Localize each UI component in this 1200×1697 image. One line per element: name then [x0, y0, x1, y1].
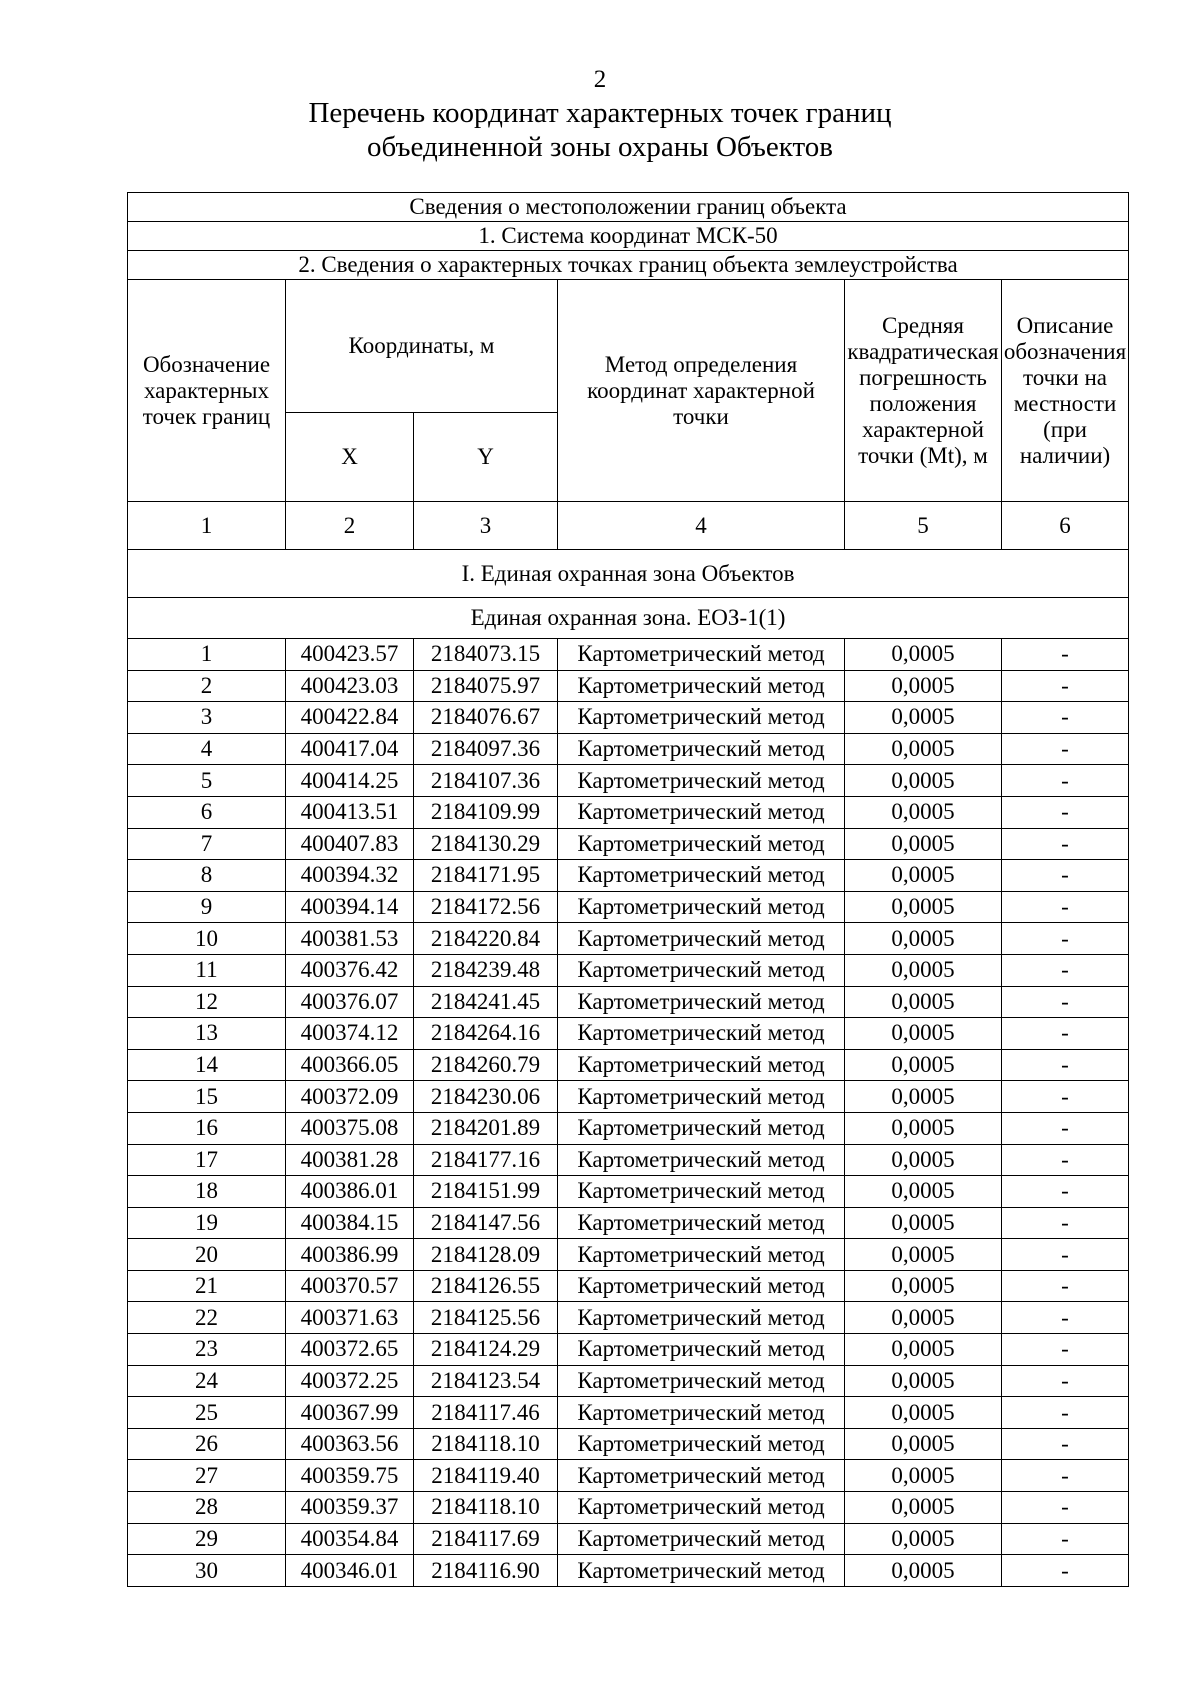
mt-value: 0,0005: [845, 1018, 1002, 1050]
description: -: [1002, 1049, 1129, 1081]
description: -: [1002, 1334, 1129, 1366]
description: -: [1002, 670, 1129, 702]
point-number: 1: [128, 639, 286, 671]
table-row: [128, 986, 1129, 1018]
method: Картометрический метод: [558, 670, 845, 702]
description: -: [1002, 1239, 1129, 1271]
method: Картометрический метод: [558, 954, 845, 986]
mt-value: 0,0005: [845, 1397, 1002, 1429]
coord-x: 400414.25: [286, 765, 414, 797]
description: -: [1002, 1428, 1129, 1460]
description: -: [1002, 1460, 1129, 1492]
coord-x: 400375.08: [286, 1112, 414, 1144]
method: Картометрический метод: [558, 891, 845, 923]
description: -: [1002, 765, 1129, 797]
point-number: 30: [128, 1555, 286, 1587]
coord-y: 2184118.10: [414, 1492, 558, 1524]
coord-x: 400374.12: [286, 1018, 414, 1050]
method: Картометрический метод: [558, 1397, 845, 1429]
table-row: [128, 1302, 1129, 1334]
coord-y: 2184177.16: [414, 1144, 558, 1176]
method: Картометрический метод: [558, 1081, 845, 1113]
point-number: 4: [128, 733, 286, 765]
mt-value: 0,0005: [845, 1176, 1002, 1208]
table-row: [128, 1523, 1129, 1555]
coord-y: 2184128.09: [414, 1239, 558, 1271]
point-number: 6: [128, 796, 286, 828]
description: -: [1002, 1555, 1129, 1587]
point-number: 24: [128, 1365, 286, 1397]
coord-y: 2184220.84: [414, 923, 558, 955]
column-number: 5: [845, 502, 1002, 550]
table-row: [128, 1018, 1129, 1050]
description: -: [1002, 1397, 1129, 1429]
table-row: [128, 1049, 1129, 1081]
table-caption: Сведения о местоположении границ объекта: [128, 193, 1129, 222]
point-number: 14: [128, 1049, 286, 1081]
table-row: [128, 1144, 1129, 1176]
coord-y: 2184097.36: [414, 733, 558, 765]
method: Картометрический метод: [558, 1239, 845, 1271]
point-number: 8: [128, 860, 286, 892]
coord-x: 400372.09: [286, 1081, 414, 1113]
point-number: 12: [128, 986, 286, 1018]
coord-y: 2184126.55: [414, 1270, 558, 1302]
table-row: [128, 1270, 1129, 1302]
mt-value: 0,0005: [845, 1492, 1002, 1524]
method: Картометрический метод: [558, 1049, 845, 1081]
point-number: 5: [128, 765, 286, 797]
method: Картометрический метод: [558, 828, 845, 860]
coord-y: 2184117.46: [414, 1397, 558, 1429]
point-number: 16: [128, 1112, 286, 1144]
method: Картометрический метод: [558, 639, 845, 671]
description: -: [1002, 954, 1129, 986]
table-row: [128, 1112, 1129, 1144]
title-line-2: объединенной зоны охраны Объектов: [367, 131, 833, 163]
header-description: Описание обозначения точки на местности (при наличии): [1002, 280, 1129, 502]
description: -: [1002, 639, 1129, 671]
method: Картометрический метод: [558, 1144, 845, 1176]
coord-y: 2184076.67: [414, 702, 558, 734]
method: Картометрический метод: [558, 1112, 845, 1144]
mt-value: 0,0005: [845, 1365, 1002, 1397]
method: Картометрический метод: [558, 702, 845, 734]
coord-x: 400346.01: [286, 1555, 414, 1587]
description: -: [1002, 1081, 1129, 1113]
header-method: Метод определения координат характерной точки: [558, 280, 845, 502]
coord-y: 2184125.56: [414, 1302, 558, 1334]
coord-y: 2184239.48: [414, 954, 558, 986]
coord-y: 2184075.97: [414, 670, 558, 702]
coord-y: 2184118.10: [414, 1428, 558, 1460]
coord-x: 400359.75: [286, 1460, 414, 1492]
column-number: 6: [1002, 502, 1129, 550]
point-number: 26: [128, 1428, 286, 1460]
coord-x: 400417.04: [286, 733, 414, 765]
table-row: [128, 1207, 1129, 1239]
coord-y: 2184130.29: [414, 828, 558, 860]
coord-x: 400354.84: [286, 1523, 414, 1555]
table-row: [128, 765, 1129, 797]
mt-value: 0,0005: [845, 1239, 1002, 1271]
point-number: 11: [128, 954, 286, 986]
coord-x: 400363.56: [286, 1428, 414, 1460]
description: -: [1002, 1176, 1129, 1208]
coord-x: 400366.05: [286, 1049, 414, 1081]
mt-value: 0,0005: [845, 1207, 1002, 1239]
mt-value: 0,0005: [845, 639, 1002, 671]
mt-value: 0,0005: [845, 828, 1002, 860]
coord-y: 2184147.56: [414, 1207, 558, 1239]
coord-x: 400413.51: [286, 796, 414, 828]
mt-value: 0,0005: [845, 670, 1002, 702]
coord-x: 400386.01: [286, 1176, 414, 1208]
point-number: 15: [128, 1081, 286, 1113]
point-number: 2: [128, 670, 286, 702]
description: -: [1002, 1112, 1129, 1144]
description: -: [1002, 828, 1129, 860]
column-number: 3: [414, 502, 558, 550]
method: Картометрический метод: [558, 923, 845, 955]
header-coordinates: Координаты, м: [286, 280, 558, 413]
mt-value: 0,0005: [845, 765, 1002, 797]
table-row: [128, 923, 1129, 955]
table-row: [128, 1555, 1129, 1587]
coordinate-system: 1. Система координат МСК-50: [128, 222, 1129, 251]
table-row: [128, 954, 1129, 986]
coord-y: 2184172.56: [414, 891, 558, 923]
coord-x: 400407.83: [286, 828, 414, 860]
description: -: [1002, 1492, 1129, 1524]
mt-value: 0,0005: [845, 923, 1002, 955]
mt-value: 0,0005: [845, 702, 1002, 734]
mt-value: 0,0005: [845, 1270, 1002, 1302]
description: -: [1002, 1207, 1129, 1239]
point-number: 7: [128, 828, 286, 860]
table-row: [128, 1239, 1129, 1271]
coord-x: 400372.25: [286, 1365, 414, 1397]
point-number: 18: [128, 1176, 286, 1208]
coord-x: 400370.57: [286, 1270, 414, 1302]
point-number: 17: [128, 1144, 286, 1176]
method: Картометрический метод: [558, 1176, 845, 1208]
description: -: [1002, 1144, 1129, 1176]
point-number: 25: [128, 1397, 286, 1429]
coord-x: 400376.42: [286, 954, 414, 986]
description: -: [1002, 1302, 1129, 1334]
method: Картометрический метод: [558, 796, 845, 828]
coord-y: 2184241.45: [414, 986, 558, 1018]
coord-x: 400376.07: [286, 986, 414, 1018]
method: Картометрический метод: [558, 1523, 845, 1555]
method: Картометрический метод: [558, 986, 845, 1018]
method: Картометрический метод: [558, 1492, 845, 1524]
coord-y: 2184116.90: [414, 1555, 558, 1587]
coord-y: 2184109.99: [414, 796, 558, 828]
coord-y: 2184171.95: [414, 860, 558, 892]
point-number: 13: [128, 1018, 286, 1050]
description: -: [1002, 1018, 1129, 1050]
mt-value: 0,0005: [845, 796, 1002, 828]
method: Картометрический метод: [558, 1365, 845, 1397]
table-row: [128, 1428, 1129, 1460]
method: Картометрический метод: [558, 733, 845, 765]
method: Картометрический метод: [558, 1302, 845, 1334]
page-title: [0, 96, 1200, 164]
method: Картометрический метод: [558, 1428, 845, 1460]
page-number: 2: [593, 66, 607, 93]
coord-y: 2184230.06: [414, 1081, 558, 1113]
header-error: Средняя квадратическая погрешность положения характерной точки (Mt), м: [845, 280, 1002, 502]
coord-x: 400371.63: [286, 1302, 414, 1334]
column-number: 2: [286, 502, 414, 550]
table-row: [128, 733, 1129, 765]
coord-y: 2184201.89: [414, 1112, 558, 1144]
column-number: 4: [558, 502, 845, 550]
mt-value: 0,0005: [845, 1460, 1002, 1492]
table-row: [128, 1365, 1129, 1397]
mt-value: 0,0005: [845, 986, 1002, 1018]
mt-value: 0,0005: [845, 1302, 1002, 1334]
point-number: 23: [128, 1334, 286, 1366]
coord-y: 2184123.54: [414, 1365, 558, 1397]
method: Картометрический метод: [558, 1018, 845, 1050]
title-line-1: Перечень координат характерных точек границ: [308, 97, 892, 129]
method: Картометрический метод: [558, 1555, 845, 1587]
description: -: [1002, 860, 1129, 892]
mt-value: 0,0005: [845, 1112, 1002, 1144]
coord-x: 400359.37: [286, 1492, 414, 1524]
mt-value: 0,0005: [845, 1081, 1002, 1113]
description: -: [1002, 1365, 1129, 1397]
coord-y: 2184119.40: [414, 1460, 558, 1492]
table-row: [128, 670, 1129, 702]
coord-x: 400423.03: [286, 670, 414, 702]
table-row: [128, 828, 1129, 860]
point-number: 28: [128, 1492, 286, 1524]
mt-value: 0,0005: [845, 891, 1002, 923]
mt-value: 0,0005: [845, 1144, 1002, 1176]
coord-x: 400372.65: [286, 1334, 414, 1366]
description: -: [1002, 891, 1129, 923]
coord-y: 2184151.99: [414, 1176, 558, 1208]
point-number: 21: [128, 1270, 286, 1302]
coord-x: 400381.28: [286, 1144, 414, 1176]
mt-value: 0,0005: [845, 1555, 1002, 1587]
method: Картометрический метод: [558, 1460, 845, 1492]
table-row: [128, 1492, 1129, 1524]
mt-value: 0,0005: [845, 1523, 1002, 1555]
point-number: 20: [128, 1239, 286, 1271]
table-row: [128, 1176, 1129, 1208]
table-row: [128, 891, 1129, 923]
description: -: [1002, 702, 1129, 734]
points-info: 2. Сведения о характерных точках границ объекта землеустройства: [128, 251, 1129, 280]
point-number: 10: [128, 923, 286, 955]
coord-y: 2184107.36: [414, 765, 558, 797]
point-number: 22: [128, 1302, 286, 1334]
method: Картометрический метод: [558, 860, 845, 892]
coord-y: 2184264.16: [414, 1018, 558, 1050]
point-number: 29: [128, 1523, 286, 1555]
coord-x: 400394.14: [286, 891, 414, 923]
header-designation: Обозначение характерных точек границ: [128, 280, 286, 502]
header-x: X: [286, 413, 414, 502]
mt-value: 0,0005: [845, 1334, 1002, 1366]
description: -: [1002, 1270, 1129, 1302]
description: -: [1002, 796, 1129, 828]
table-row: [128, 639, 1129, 671]
method: Картометрический метод: [558, 1270, 845, 1302]
header-y: Y: [414, 413, 558, 502]
coord-y: 2184124.29: [414, 1334, 558, 1366]
coord-x: 400423.57: [286, 639, 414, 671]
table-row: [128, 702, 1129, 734]
mt-value: 0,0005: [845, 733, 1002, 765]
point-number: 9: [128, 891, 286, 923]
method: Картометрический метод: [558, 1207, 845, 1239]
zone-title: Единая охранная зона. ЕОЗ-1(1): [128, 598, 1129, 639]
method: Картометрический метод: [558, 765, 845, 797]
description: -: [1002, 733, 1129, 765]
table-row: [128, 796, 1129, 828]
description: -: [1002, 923, 1129, 955]
method: Картометрический метод: [558, 1334, 845, 1366]
table-row: [128, 1081, 1129, 1113]
coord-x: 400394.32: [286, 860, 414, 892]
column-number: 1: [128, 502, 286, 550]
coordinates-table: [127, 192, 1129, 1587]
point-number: 19: [128, 1207, 286, 1239]
coord-x: 400384.15: [286, 1207, 414, 1239]
coord-y: 2184260.79: [414, 1049, 558, 1081]
mt-value: 0,0005: [845, 1428, 1002, 1460]
table-row: [128, 1460, 1129, 1492]
coord-x: 400386.99: [286, 1239, 414, 1271]
point-number: 3: [128, 702, 286, 734]
point-number: 27: [128, 1460, 286, 1492]
mt-value: 0,0005: [845, 860, 1002, 892]
section-title: I. Единая охранная зона Объектов: [128, 550, 1129, 598]
coord-x: 400422.84: [286, 702, 414, 734]
table-row: [128, 860, 1129, 892]
coord-y: 2184117.69: [414, 1523, 558, 1555]
coord-x: 400381.53: [286, 923, 414, 955]
mt-value: 0,0005: [845, 1049, 1002, 1081]
table-row: [128, 1397, 1129, 1429]
mt-value: 0,0005: [845, 954, 1002, 986]
table-rows: [128, 639, 1129, 1587]
table-row: [128, 1334, 1129, 1366]
coord-y: 2184073.15: [414, 639, 558, 671]
coord-x: 400367.99: [286, 1397, 414, 1429]
description: -: [1002, 1523, 1129, 1555]
description: -: [1002, 986, 1129, 1018]
